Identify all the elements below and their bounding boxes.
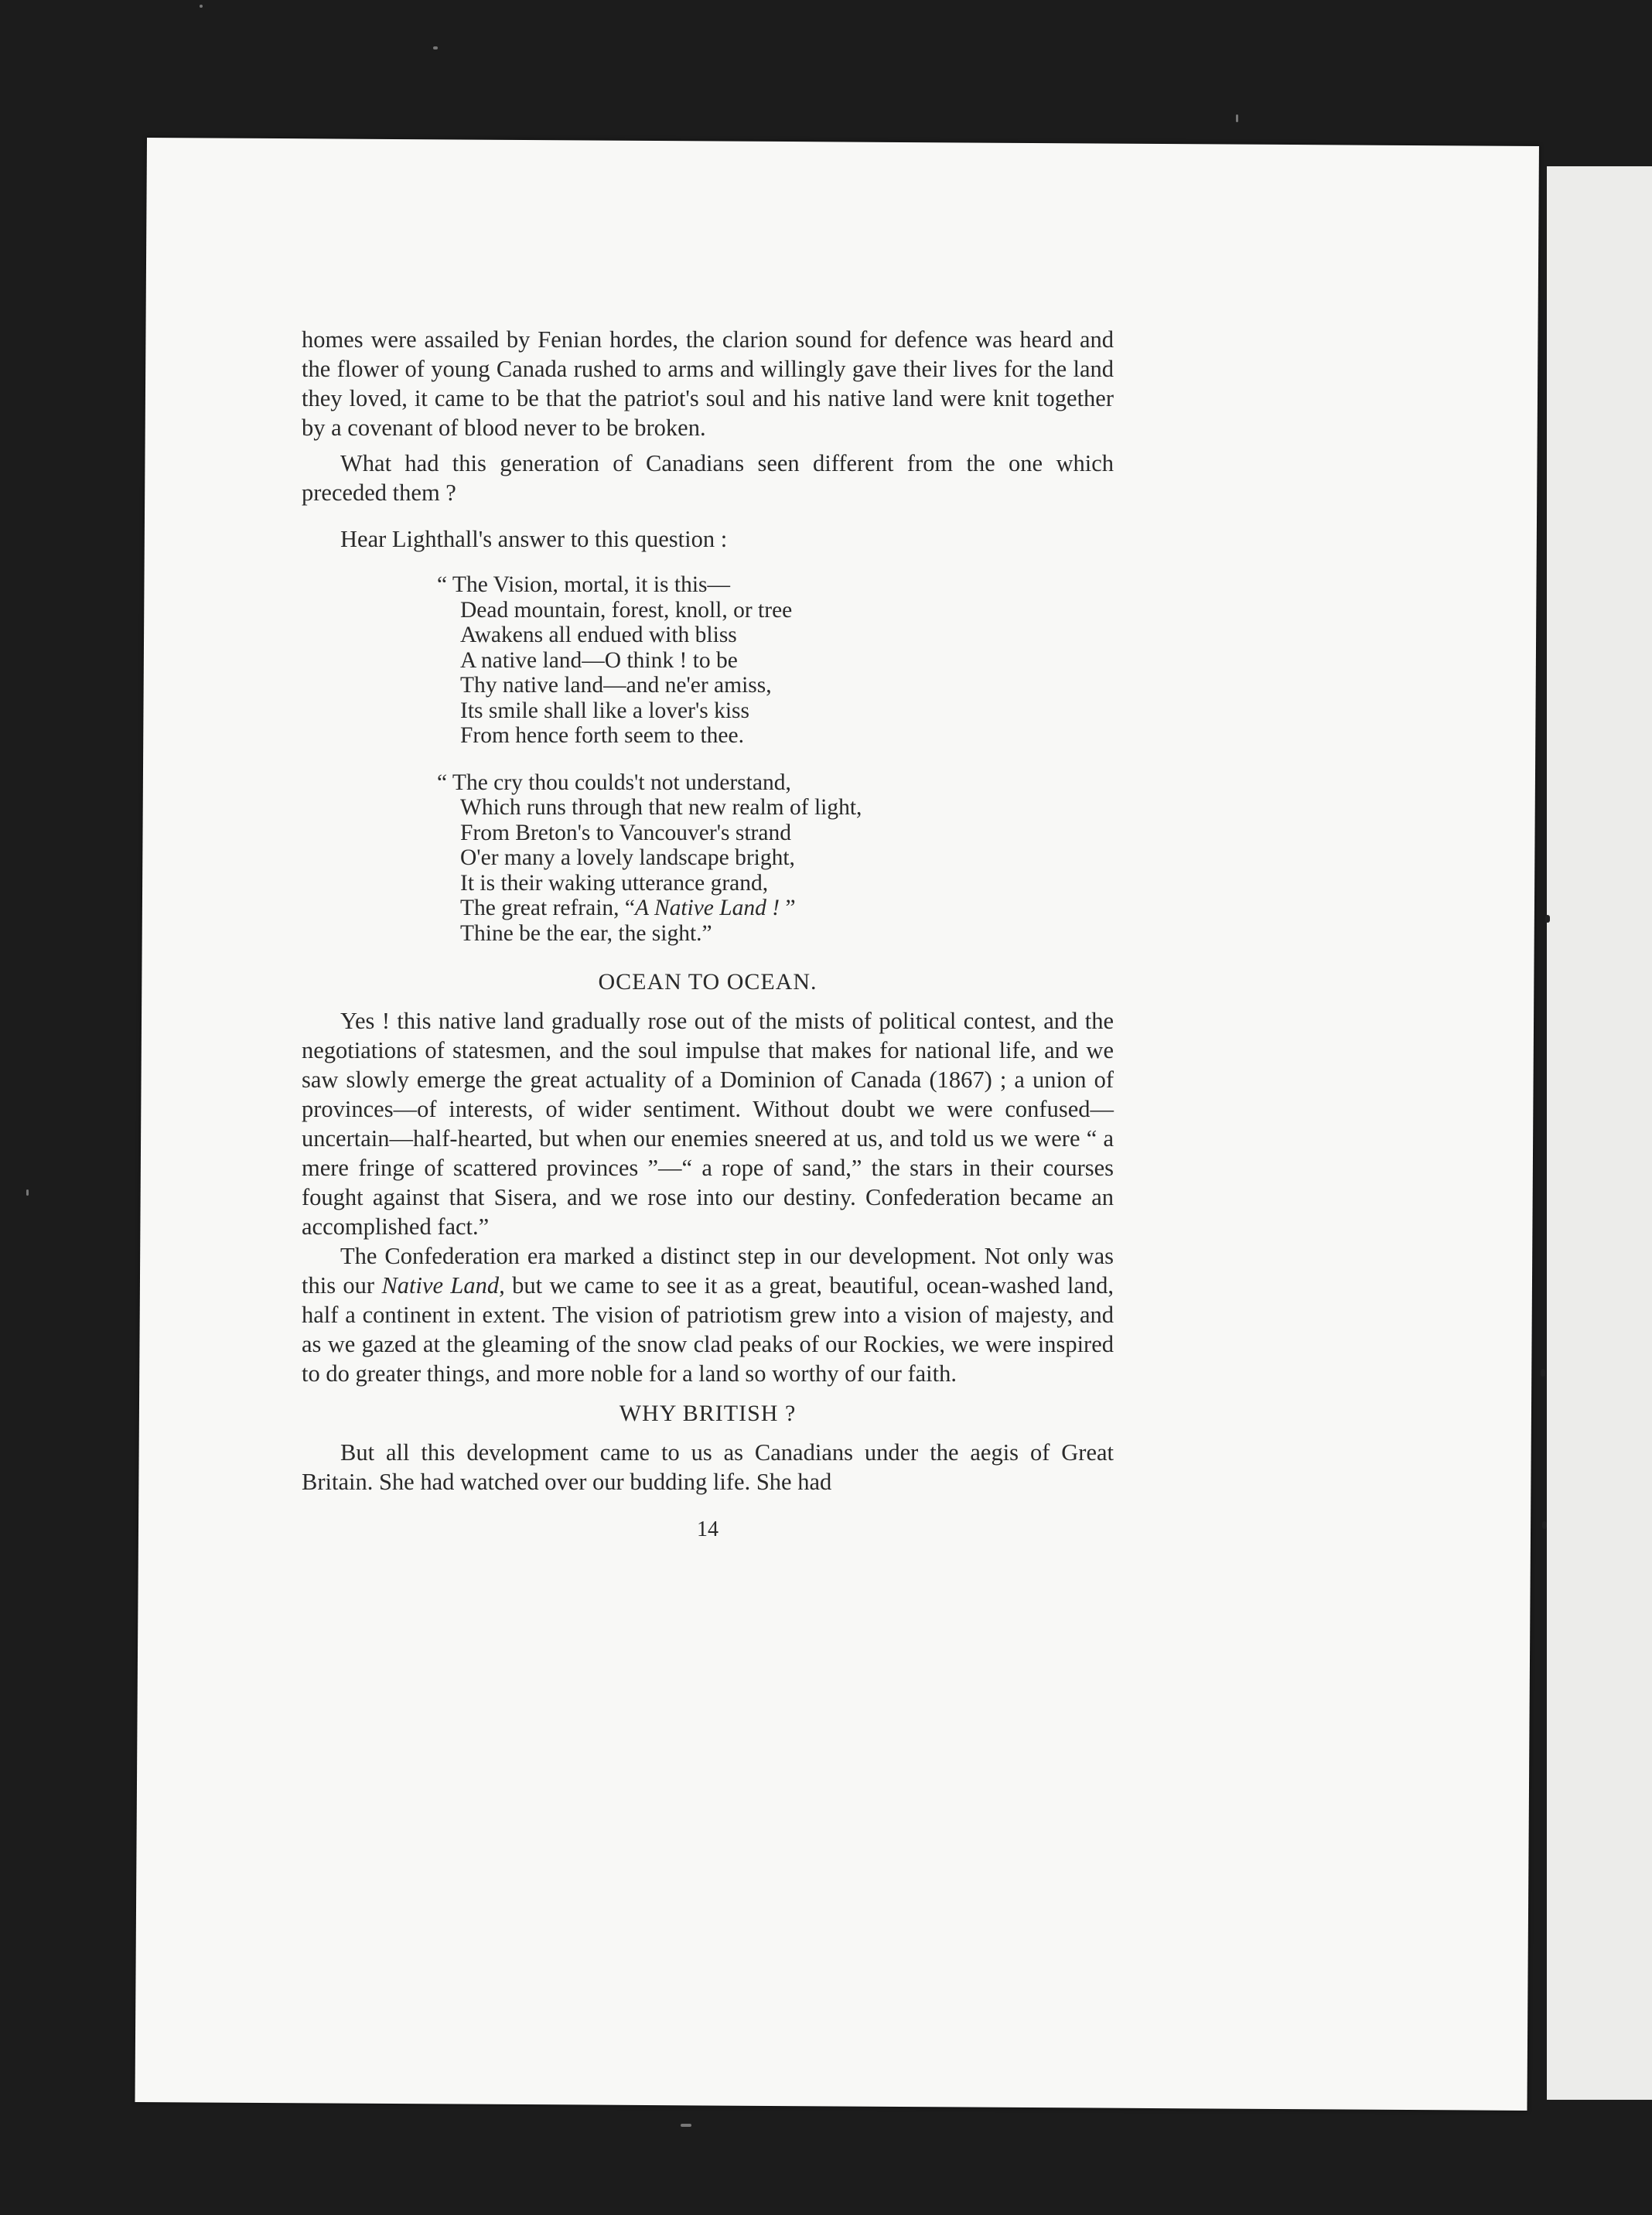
poem-line: Which runs through that new realm of light, [460, 795, 862, 820]
poem [437, 572, 1114, 946]
page-mark [1545, 915, 1550, 923]
intro-paragraph: homes were assailed by Fenian hordes, the clarion sound for defence was heard and the flower of young Canada rushed to arms and willingly gave their lives for the land they loved, it came to be that the patriot's soul and his native land were knit together by a covenant of blood never to be broken. [302, 326, 1114, 441]
poem-line: From Breton's to Vancouver's strand [460, 820, 791, 845]
question-paragraph: What had this generation of Canadians seen different from the one which preceded them ? [302, 450, 1114, 506]
poem-line: It is their waking utterance grand, [460, 870, 769, 896]
poem-line: O'er many a lovely landscape bright, [460, 845, 795, 870]
scan-speck [200, 5, 203, 8]
page-number: 14 [697, 1517, 718, 1541]
poem-line: From hence forth seem to thee. [460, 723, 744, 748]
poem-line: Thine be the ear, the sight.” [460, 920, 712, 946]
section-heading-ocean-to-ocean: OCEAN TO OCEAN. [598, 969, 817, 995]
page-text [302, 325, 1114, 1544]
poem-line: Its smile shall like a lover's kiss [460, 698, 750, 723]
adjacent-page-edge [1547, 166, 1652, 2100]
page-mark [1541, 1369, 1545, 1377]
poem-line: “ The Vision, mortal, it is this— [437, 572, 730, 597]
scan-speck [681, 2124, 691, 2127]
paragraph-text: The Confederation era marked a distinct step in our development. Not only was this our [302, 1243, 1114, 1299]
section-heading-why-british: WHY BRITISH ? [619, 1401, 797, 1426]
poem-line-text: The great refrain, “ [460, 896, 636, 920]
scan-speck [433, 46, 438, 49]
poem-line-italic: A Native Land ! [635, 896, 780, 920]
ocean-paragraph-2 [302, 1241, 1114, 1388]
scan-speck [26, 1189, 29, 1196]
poem-line: Dead mountain, forest, knoll, or tree [460, 597, 793, 623]
poem-line: Thy native land—and ne'er amiss, [460, 673, 772, 698]
answer-intro: Hear Lighthall's answer to this question : [340, 526, 728, 552]
poem-line-text: ” [780, 896, 796, 920]
paragraph-text: but we came to see it as a great, beautiful, ocean-washed land, half a continent in extent. The vision of patriotism grew into a vision of majesty, and as we gazed at the gleaming of the snow clad peaks of our Rockies, we were inspired to do greater things, and more noble for a land so worthy of our faith. [302, 1272, 1114, 1387]
poem-line: “ The cry thou coulds't not understand, [437, 770, 791, 795]
british-paragraph: But all this development came to us as Canadians under the aegis of Great Britain. She had watched over our budding life. She had [302, 1439, 1114, 1495]
poem-line: Awakens all endued with bliss [460, 623, 737, 647]
page-mark [1542, 1521, 1547, 1529]
poem-stanza-2 [437, 770, 1114, 947]
paragraph-italic-text: Native Land, [381, 1272, 505, 1299]
scan-speck [1236, 114, 1238, 122]
poem-line: A native land—O think ! to be [460, 647, 738, 673]
ocean-paragraph-1: Yes ! this native land gradually rose out of the mists of political contest, and the negotiations of statesmen, and the soul impulse that makes for national life, and we saw slowly emerge the great actuality of a Dominion of Canada (1867) ; a union of provinces—of interests, of wider sentiment. Without doubt we were confused—uncertain—half-hearted, but when our enemies sneered at us, and told us we were “ a mere fringe of scattered provinces ”—“ a rope of sand,” the stars in their courses fought against that Sisera, and we rose into our destiny. Confederation became an accomplished fact.” [302, 1008, 1114, 1240]
poem-stanza-1 [437, 572, 1114, 749]
poem-line [437, 896, 1114, 921]
